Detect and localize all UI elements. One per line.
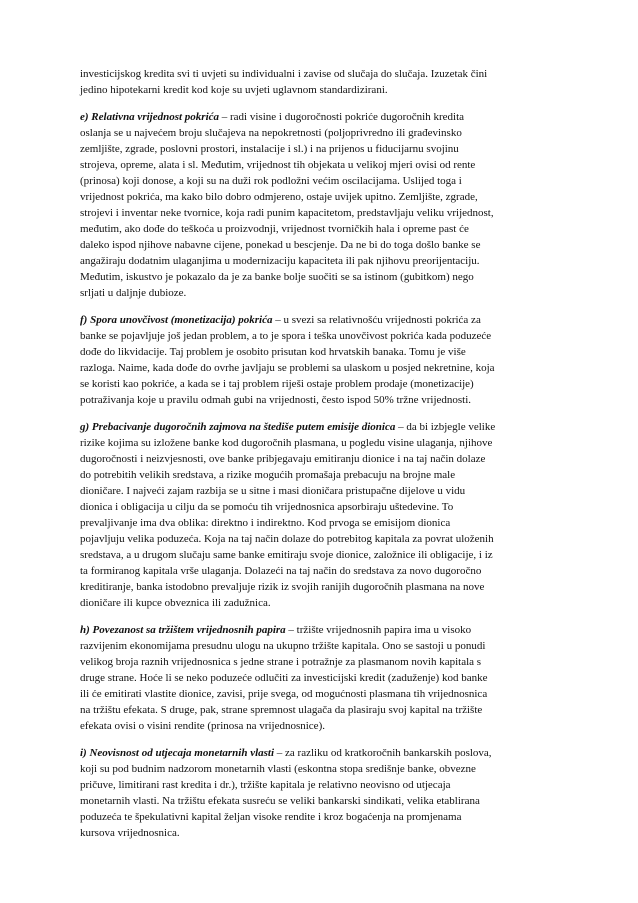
- section-g-body: – da bi izbjegle velike rizike kojima su izložene banke kod dugoročnih plasmana, u pogledu visine ulaganja, njihove dugoročnosti i neizvjesnosti, ove banke pribjegavaju emitiranju dionice i na taj način dolaze do potrebitih velikih sredstava, a rizike mogućih promašaja prebacuju na brojne male dioničare. I najveći zajam razbija se u sitne i masi dioničara pristupačne dijelove u vidu dionica i obligacija u cilju da se pomoću tih vrijednosnica apsorbiraju uštedevine. To prevaljivanje ima dva oblika: direktno i indirektno. Kod prvoga se emisijom dionica pojavljuju velika poduzeća. Koja na taj način dolaze do potrebitog kapitala za povrat uloženih sredstava, a u drugom slučaju same banke emitiraju svoje dionice, založnice ili obligacije, i iz ta formiranog kapitala vrše ulaganja. Dolazeći na taj način do sredstava za novo dugoročno kreditiranje, banka istodobno prevaljuje rizik iz svojih ranijih dugoročnih plasmana na nove dioničare ili kupce obveznica ili zadužnica.: [80, 421, 496, 609]
- section-e-body: – radi visine i dugoročnosti pokriće dugoročnih kredita oslanja se u najvećem broju slučajeva na nepokretnosti (poljoprivredno ili građevinsko zemljište, zgrade, poslovni prostori, instalacije i sl.) i na prijenos u fiducijarnu svojinu strojeva, opreme, alata i sl. Međutim, vrijednost tih objekata u velikoj mjeri ovisi od rente (prinosa) koji donose, a koji su na duži rok podložni većim oscilacijama. Uslijed toga i vrijednost pokrića, ma kako bilo dobro odmjereno, ostaje uvijek upitno. Zemljište, zgrade, strojevi i inventar neke tvornice, koja radi punim kapacitetom, predstavljaju veliku vrijednost, međutim, ako dođe do teškoća u proizvodnji, vrijednost tvorničkih hala i opreme past će daleko ispod njihove nabavne cijene, ponekad u bescjenje. Da ne bi do toga došlo banke se angažiraju dodatnim ulaganjima u modernizaciju kapaciteta ili pak njihovu preorijentaciju. Međutim, iskustvo je pokazalo da je za banke bolje suočiti se sa istinom (gubitkom) nego srljati u daljnje dubioze.: [80, 111, 494, 299]
- section-f-heading: f) Spora unovčivost (monetizacija) pokrića: [80, 314, 273, 326]
- section-h-body: – tržište vrijednosnih papira ima u visoko razvijenim ekonomijama presudnu ulogu na ukupno tržište kapitala. Ono se sastoji u ponudi velikog broja raznih vrijednosnica s jedne strane i potražnje za plasmanom novih kapitala s druge strane. Hoće li se neko poduzeće odlučiti za investicijski kredit (zaduženje) kod banke ili će emitirati vlastite dionice, zavisi, prije svega, od mogućnosti plasmana tih vrijednosnica na tržištu efekata. S druge, pak, strane spremnost ulagača da plasiraju svoj kapital na tržište efekata ovisi o visini rendite (prinosa na vrijednosnice).: [80, 624, 488, 732]
- section-i-heading: i) Neovisnost od utjecaja monetarnih vlasti: [80, 747, 275, 759]
- section-f-paragraph: [80, 312, 558, 408]
- document-page: [80, 66, 558, 852]
- section-h-heading: h) Povezanost sa tržištem vrijednosnih papira: [80, 624, 286, 636]
- section-h-paragraph: [80, 622, 558, 734]
- section-i-body: – za razliku od kratkoročnih bankarskih poslova, koji su pod budnim nadzorom monetarnih vlasti (eskontna stopa središnje banke, obvezne pričuve, limitirani rast kredita i dr.), tržište kapitala je relativno neovisno od utjecaja monetarnih vlasti. Na tržištu efekata susreću se veliki bankarski sindikati, velika etablirana poduzeća te špekulativni kapital željan visoke rendite i kroz bogaćenja na promjenama kursova vrijednosnica.: [80, 747, 492, 839]
- section-e-heading: e) Relativna vrijednost pokrića: [80, 111, 220, 123]
- section-g-heading: g) Prebacivanje dugoročnih zajmova na štediše putem emisije dionica: [80, 421, 396, 433]
- section-f-body: – u svezi sa relativnošću vrijednosti pokrića za banke se pojavljuje još jedan problem, a to je spora i teška unovčivost pokrića kada poduzeće dođe do likvidacije. Taj problem je osobito prisutan kod hrvatskih banaka. Tomu je više razloga. Naime, kada dođe do ovrhe javljaju se problemi sa ulaskom u posjed nekretnine, koja se koristi kao pokriće, a kada se i taj problem riješi ostaje problem prodaje (monetizacije) potraživanja koje u pravilu odmah gubi na vrijednosti, često ispod 50% tržne vrijednosti.: [80, 314, 495, 406]
- intro-paragraph: investicijskog kredita svi ti uvjeti su individualni i zavise od slučaja do slučaja. Izuzetak čini jedino hipotekarni kredit kod koje su uvjeti uglavnom standardizirani.: [80, 68, 488, 96]
- section-e-paragraph: [80, 109, 558, 301]
- section-g-paragraph: [80, 419, 558, 611]
- section-i-paragraph: [80, 745, 558, 841]
